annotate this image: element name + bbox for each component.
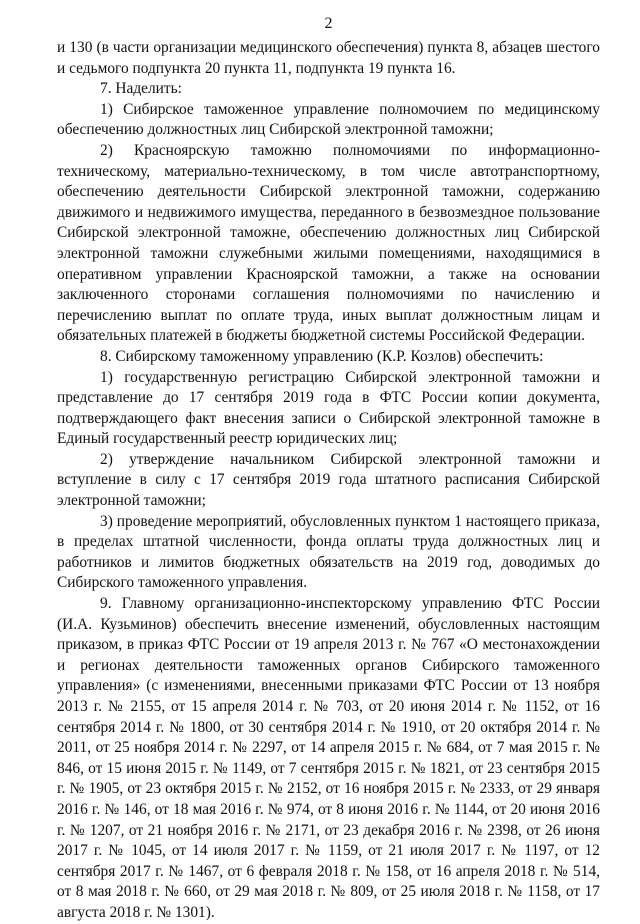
paragraph: 1) государственную регистрацию Сибирской электронной таможни и представление до 17 сентября 2019 года в ФТС России копии документа, подтверждающего факт внесения записи о Сибирской электронной таможне в Единый государственный реестр юридических лиц; xyxy=(57,368,600,448)
document-body xyxy=(57,38,600,924)
paragraph: и 130 (в части организации медицинского обеспечения) пункта 8, абзацев шестого и седьмого подпункта 20 пункта 11, подпункта 19 пункта 16. xyxy=(57,39,600,77)
page-number: 2 xyxy=(324,15,333,32)
paragraph: 7. Наделить: xyxy=(100,80,182,98)
paragraph: 1) Сибирское таможенное управление полномочием по медицинскому обеспечению должностных лиц Сибирской электронной таможни; xyxy=(57,100,600,139)
paragraph: 2) утверждение начальником Сибирской электронной таможни и вступление в силу с 17 сентября 2019 года штатного расписания Сибирской электронной таможни; xyxy=(57,450,600,510)
paragraph: 2) Красноярскую таможню полномочиями по информационно-техническому, материально-техническому, в том числе автотранспортному, обеспечению деятельности Сибирской электронной таможни, содержанию движимого и недвижимого имущества, переданного в безвозмездное пользование Сибирской электронной таможне, обеспечению должностных лиц Сибирской электронной таможни служебными жилыми помещениями, находящимися в оперативном управлении Красноярской таможни, а также на основании заключенного сторонами соглашения полномочиями по начислению и перечислению выплат по оплате труда, иных выплат должностным лицам и обязательных платежей в бюджеты бюджетной системы Российской Федерации. xyxy=(57,141,600,345)
paragraph: 9. Главному организационно-инспекторскому управлению ФТС России (И.А. Кузьминов) обеспечить внесение изменений, обусловленных настоящим приказом, в приказ ФТС России от 19 апреля 2013 г. № 767 «О местонахождении и регионах деятельности таможенных органов Сибирского таможенного управления» (с изменениями, внесенными приказами ФТС России от 13 ноября 2013 г. № 2155, от 15 апреля 2014 г. № 703, от 20 июня 2014 г. № 1152, от 16 сентября 2014 г. № 1800, от 30 сентября 2014 г. № 1910, от 20 октября 2014 г. № 2011, от 25 ноября 2014 г. № 2297, от 14 апреля 2015 г. № 684, от 7 мая 2015 г. № 846, от 15 июня 2015 г. № 1149, от 7 сентября 2015 г. № 1821, от 23 сентября 2015 г. № 1905, от 23 октября 2015 г. № 2152, от 16 ноября 2015 г. № 2333, от 29 января 2016 г. № 146, от 18 мая 2016 г. № 974, от 8 июня 2016 г. № 1144, от 20 июня 2016 г. № 1207, от 21 ноября 2016 г. № 2171, от 23 декабря 2016 г. № 2398, от 26 июня 2017 г. № 1045, от 14 июля 2017 г. № 1159, от 21 июля 2017 г. № 1197, от 12 сентября 2017 г. № 1467, от 6 февраля 2018 г. № 158, от 16 апреля 2018 г. № 514, от 8 мая 2018 г. № 660, от 29 мая 2018 г. № 809, от 25 июля 2018 г. № 1158, от 17 августа 2018 г. № 1301). xyxy=(57,595,600,921)
paragraph: 8. Сибирскому таможенному управлению (К.Р. Козлов) обеспечить: xyxy=(100,347,544,365)
paragraph: 3) проведение мероприятий, обусловленных пунктом 1 настоящего приказа, в пределах штатной численности, фонда оплаты труда должностных лиц и работников и лимитов бюджетных обязательств на 2019 год, доводимых до Сибирского таможенного управления. xyxy=(57,512,600,592)
